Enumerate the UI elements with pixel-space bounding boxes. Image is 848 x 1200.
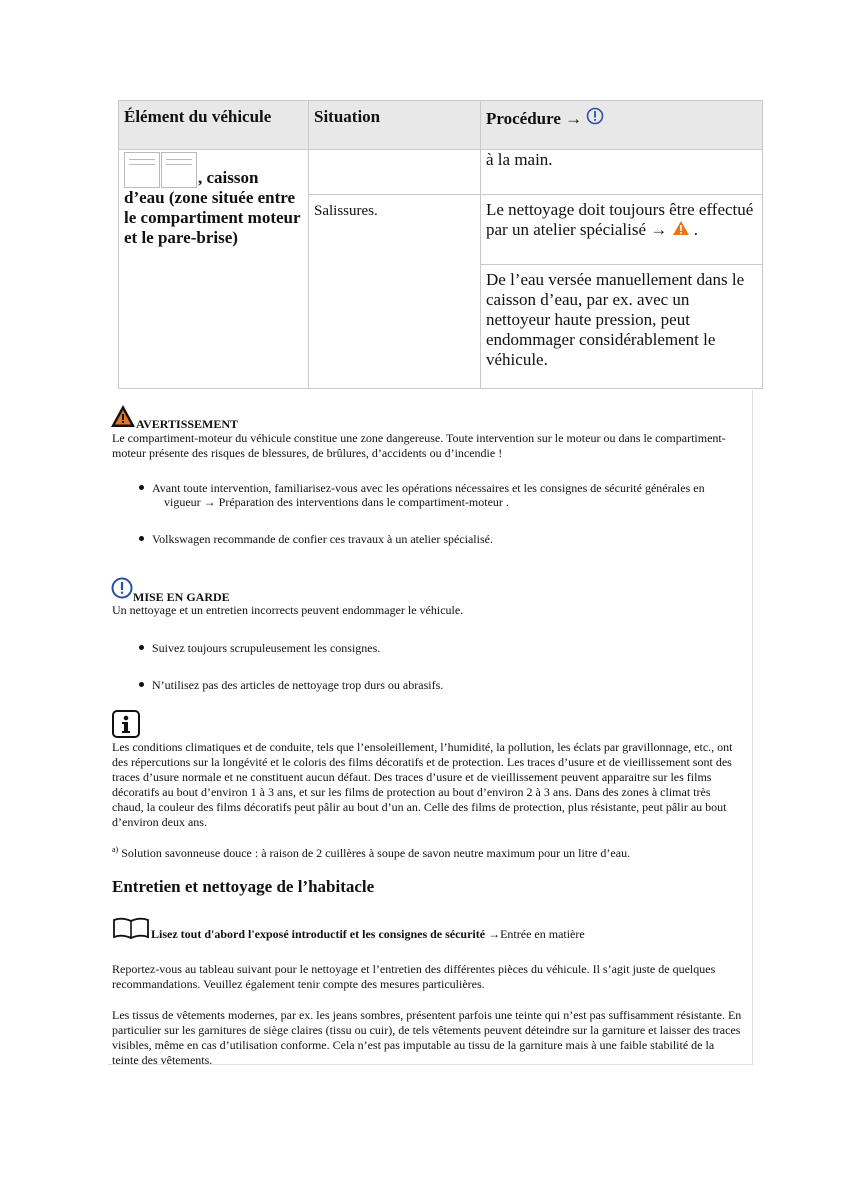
section-title: Entretien et nettoyage de l’habitacle (112, 877, 375, 896)
header-procedure: Procédure → (481, 101, 763, 150)
footnote: $^{a)}$ Solution savonneuse douce : à raison de 2 cuillères à soupe de savon neutre maximum pour un litre d’eau. (112, 845, 631, 860)
section-para-1: Reportez-vous au tableau suivant pour le nettoyage et l’entretien des différentes pièces du véhicule. Il s’agit juste de quelques recommandations. Veuillez également tenir compte des mesures particulières. (112, 962, 716, 991)
bullet-dot (139, 536, 144, 541)
procedure-cell-3: De l’eau versée manuellement dans le caisson d’eau, par ex. avec un nettoyeur haute pression, peut endommager considérablement le véhicule. (481, 265, 763, 389)
info-text: Les conditions climatiques et de conduite, tels que l’ensoleillement, l’humidité, la pollution, les éclats par gravillonnage, etc., ont des répercutions sur la longévité et le coloris des films décoratifs et de protection. Les traces d’usure et de vieillissement sont des traces d’usure normale et ne constituent aucun défaut. Des traces d’usure et de vieillissement peuvent apparaitre sur les films décoratifs au bout d’environ 1 à 3 ans, et sur les films de protection au bout d’environ 2 à 3 ans. Dans des zones à climat très chaud, la couleur des films décoratifs peut pâlir au bout d’un an. Celle des films de protection, plus résistante, peut pâlir au bout d’environ deux ans. (112, 740, 733, 829)
book-icon (112, 917, 150, 939)
header-element: Élément du véhicule (119, 101, 309, 150)
warning-bullet-1: Avant toute intervention, familiarisez-vous avec les opérations nécessaires et les consignes de sécurité générales en (152, 481, 705, 495)
procedure-cell-1: à la main. (481, 150, 763, 195)
bullet-dot (139, 645, 144, 650)
caution-title: MISE EN GARDE (133, 590, 230, 604)
cleaning-table (118, 100, 762, 390)
header-situation: Situation (309, 101, 481, 150)
caution-bullet-1: Suivez toujours scrupuleusement les consignes. (152, 641, 381, 655)
warning-title: AVERTISSEMENT (136, 417, 239, 431)
section-para-2: Les tissus de vêtements modernes, par ex. les jeans sombres, présentent parfois une teinte qui n’est pas suffisamment résistante. En particulier sur les garnitures de siège claires (tissu ou cuir), de tels vêtements peuvent déteindre sur la garniture et laisser des traces visibles, même en cas d’utilisation conforme. Cela n’est pas imputable au tissu de la garniture mais à une faible stabilité de la teinte des vêtements. (112, 1008, 742, 1067)
bullet-dot (139, 682, 144, 687)
element-name: , caisson d’eau (zone située entre le compartiment moteur et le pare-brise) (124, 168, 301, 247)
situation-cell: Salissures. (309, 195, 481, 389)
situation-empty-cell (309, 150, 481, 195)
caution-text: Un nettoyage et un entretien incorrects peuvent endommager le véhicule. (112, 603, 464, 617)
caution-bullet-2: N’utilisez pas des articles de nettoyage trop durs ou abrasifs. (152, 678, 444, 692)
thumbnail-image (124, 152, 160, 188)
element-cell (119, 150, 309, 389)
warning-bullet-2: Volkswagen recommande de confier ces travaux à un atelier spécialisé. (152, 532, 493, 546)
caution-circle-icon (586, 107, 604, 125)
warning-triangle-icon (672, 220, 690, 236)
caution-circle-icon (111, 577, 133, 599)
warning-triangle-icon (110, 404, 136, 428)
intro-link[interactable]: →Entrée en matière (488, 927, 585, 941)
warning-text: Le compartiment-moteur du véhicule constitue une zone dangereuse. Toute intervention sur le moteur ou dans le compartiment-moteur présente des risques de blessures, de brûlures, d’accidents ou d’incendie ! (112, 431, 726, 460)
procedure-cell-2: Le nettoyage doit toujours être effectué par un atelier spécialisé → . (481, 195, 763, 265)
info-icon (112, 710, 140, 738)
thumbnail-image (161, 152, 197, 188)
intro-line: Lisez tout d'abord l'exposé introductif et les consignes de sécurité →Entrée en matière (151, 927, 585, 941)
element-thumbnails (124, 152, 198, 188)
warning-bullet-1-line2: vigueur → Préparation des interventions dans le compartiment-moteur . (164, 495, 509, 509)
bullet-dot (139, 485, 144, 490)
